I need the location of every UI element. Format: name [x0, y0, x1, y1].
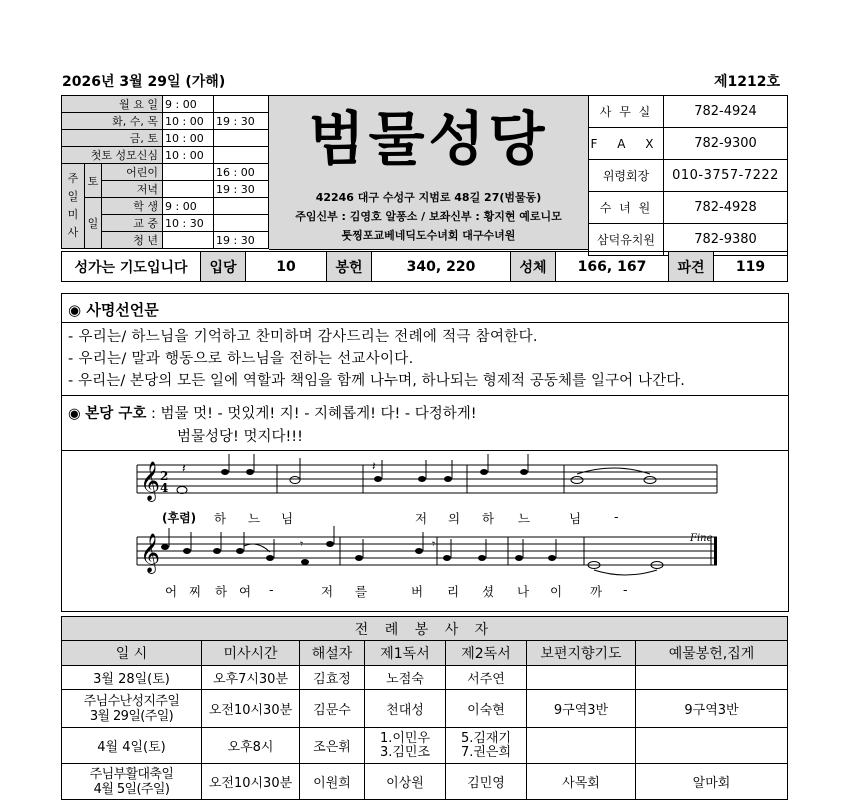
lyric: - — [269, 582, 274, 597]
schedule-time — [163, 232, 214, 249]
contact-row — [589, 192, 788, 224]
schedule-time: 16 : 00 — [214, 164, 269, 181]
table-row — [62, 764, 788, 800]
schedule-time: 19 : 30 — [214, 113, 269, 130]
column-header: 제2독서 — [446, 641, 527, 666]
lyric: 찌 — [189, 584, 202, 599]
bullet-icon: ◉ — [68, 301, 82, 319]
bullet-icon: ◉ — [68, 406, 81, 422]
contact-row — [589, 128, 788, 160]
table-row — [62, 728, 788, 764]
schedule-row — [62, 147, 269, 164]
table-cell: 9구역3반 — [636, 690, 788, 728]
svg-text:2: 2 — [160, 469, 169, 483]
lyric: 님 — [281, 511, 294, 526]
motto-line — [68, 402, 477, 423]
hymn-label: 성체 — [511, 252, 556, 282]
schedule-time: 10 : 00 — [163, 130, 214, 147]
schedule-row — [62, 96, 269, 113]
column-header: 예물봉헌,집게 — [636, 641, 788, 666]
lyric: 리 — [447, 584, 460, 599]
schedule-day: 청 년 — [102, 232, 163, 249]
parish-name: 범물성당 — [308, 105, 549, 173]
lyric: - — [623, 582, 628, 597]
schedule-time: 9 : 00 — [163, 198, 214, 215]
mission-header — [68, 299, 159, 320]
lyric: 셨 — [482, 584, 495, 599]
hymn-value: 10 — [246, 252, 327, 282]
table-cell: 김민영 — [446, 764, 527, 800]
schedule-row — [62, 113, 269, 130]
contact-row — [589, 160, 788, 192]
parish-priests: 주임신부 : 김영호 알퐁소 / 보좌신부 : 황지현 예로니모 — [295, 210, 562, 223]
schedule-time — [214, 215, 269, 232]
schedule-time — [214, 147, 269, 164]
svg-text:𝄞: 𝄞 — [140, 461, 161, 501]
hymn-value: 119 — [714, 252, 788, 282]
hymn-value: 166, 167 — [556, 252, 669, 282]
schedule-time: 9 : 00 — [163, 96, 214, 113]
lyric: 저 — [321, 584, 334, 599]
contact-table — [588, 95, 788, 256]
servers-title: 전 례 봉 사 자 — [62, 617, 788, 641]
schedule-day: 어린이 — [102, 164, 163, 181]
svg-text:𝄞: 𝄞 — [140, 533, 161, 573]
servers-table — [61, 616, 788, 800]
table-cell: 오전10시30분 — [202, 690, 300, 728]
issue-date: 2026년 3월 29일 (가해) — [62, 74, 226, 90]
schedule-day: 금, 토 — [62, 130, 163, 147]
motto-text: : 범물 멋! - 멋있게! 지! - 지혜롭게! 다! - 다정하게! — [150, 406, 477, 422]
lyric: 를 — [355, 584, 368, 599]
parish-sisters: 툿찡포교베네딕도수녀회 대구수녀원 — [341, 229, 516, 242]
lyric: - — [614, 509, 619, 524]
table-cell: 주님부활대축일 4월 5일(주일) — [62, 764, 202, 800]
lyric: 하 — [214, 511, 227, 526]
schedule-time — [163, 181, 214, 198]
contact-row — [589, 96, 788, 128]
schedule-time: 10 : 30 — [163, 215, 214, 232]
table-cell: 조은휘 — [300, 728, 365, 764]
lyric: 이 — [550, 584, 563, 599]
table-cell: 이원희 — [300, 764, 365, 800]
sunday-label: 일 — [85, 198, 102, 249]
column-header: 일 시 — [62, 641, 202, 666]
schedule-day: 학 생 — [102, 198, 163, 215]
table-cell: 이상원 — [365, 764, 446, 800]
contact-label: 삼덕유치원 — [589, 224, 664, 256]
servers-header-row — [62, 641, 788, 666]
svg-text:4: 4 — [160, 481, 169, 495]
motto-title: 본당 구호 — [85, 406, 147, 422]
mission-line: - 우리는/ 본당의 모든 일에 역할과 책임을 함께 나누며, 하나되는 형제적 공동체를 일구어 나간다. — [68, 373, 686, 389]
lyric: 느 — [518, 511, 531, 526]
fine-marking: Fine — [690, 533, 713, 544]
svg-text:𝄽: 𝄽 — [372, 459, 376, 473]
schedule-time — [214, 96, 269, 113]
hymn-value: 340, 220 — [372, 252, 511, 282]
schedule-day: 저녁 — [102, 181, 163, 198]
table-row — [62, 690, 788, 728]
column-header: 보편지향기도 — [527, 641, 636, 666]
refrain-label: (후렴) — [162, 511, 197, 525]
lyric: 느 — [248, 511, 261, 526]
lyric: 어 — [165, 584, 178, 599]
lyric: 하 — [482, 511, 495, 526]
issue-number: 제1212호 — [714, 74, 781, 90]
lyric: 버 — [411, 584, 424, 599]
mission-line: - 우리는/ 말과 행동으로 하느님을 전하는 선교사이다. — [68, 351, 414, 367]
contact-label: 위령회장 — [589, 160, 664, 192]
schedule-row — [62, 164, 269, 181]
contact-number: 782-4928 — [664, 192, 788, 224]
table-cell: 노점숙 — [365, 666, 446, 690]
schedule-time — [214, 198, 269, 215]
svg-text:𝄾: 𝄾 — [432, 537, 436, 551]
hymn-table — [61, 251, 788, 282]
lyric: 까 — [590, 584, 603, 599]
motto-line-2: 범물성당! 멋지다!!! — [177, 429, 303, 445]
lyric: 저 — [415, 511, 428, 526]
table-cell — [527, 666, 636, 690]
hymn-slogan: 성가는 기도입니다 — [62, 252, 201, 282]
schedule-time — [163, 164, 214, 181]
contact-number: 782-4924 — [664, 96, 788, 128]
parish-block — [269, 95, 588, 250]
table-cell: 오전10시30분 — [202, 764, 300, 800]
table-cell — [636, 728, 788, 764]
schedule-time: 10 : 00 — [163, 147, 214, 164]
table-cell: 오후8시 — [202, 728, 300, 764]
table-cell: 사목회 — [527, 764, 636, 800]
schedule-day: 월 요 일 — [62, 96, 163, 113]
table-cell: 오후7시30분 — [202, 666, 300, 690]
table-cell: 주님수난성지주일 3월 29일(주일) — [62, 690, 202, 728]
svg-text:𝄾: 𝄾 — [300, 537, 304, 551]
table-row — [62, 666, 788, 690]
table-cell: 천대성 — [365, 690, 446, 728]
schedule-time: 19 : 30 — [214, 232, 269, 249]
lyric: 나 — [517, 584, 530, 599]
table-cell: 김효정 — [300, 666, 365, 690]
schedule-day: 화, 수, 목 — [62, 113, 163, 130]
contact-number: 010-3757-7222 — [664, 160, 788, 192]
schedule-time — [214, 130, 269, 147]
mission-title-underline — [62, 322, 788, 323]
schedule-row — [62, 130, 269, 147]
schedule-time: 10 : 00 — [163, 113, 214, 130]
mass-schedule-table — [61, 95, 269, 249]
parish-address: 42246 대구 수성구 지범로 48길 27(범물동) — [315, 191, 542, 204]
schedule-row — [62, 198, 269, 215]
lyric: 여 — [239, 584, 252, 599]
schedule-time: 19 : 30 — [214, 181, 269, 198]
lyric: 의 — [448, 511, 461, 526]
table-cell: 4월 4일(토) — [62, 728, 202, 764]
svg-text:𝄽: 𝄽 — [182, 461, 186, 475]
table-cell: 알마회 — [636, 764, 788, 800]
mission-divider — [62, 395, 788, 396]
table-cell: 3월 28일(토) — [62, 666, 202, 690]
saturday-label: 토 — [85, 164, 102, 198]
hymn-label: 봉헌 — [327, 252, 372, 282]
sheet-music — [61, 450, 789, 612]
table-cell: 1.이민우 3.김민조 — [365, 728, 446, 764]
schedule-day: 교 중 — [102, 215, 163, 232]
contact-label: 수 녀 원 — [589, 192, 664, 224]
table-cell: 5.김재기 7.권은희 — [446, 728, 527, 764]
mission-line: - 우리는/ 하느님을 기억하고 찬미하며 감사드리는 전례에 적극 참여한다. — [68, 329, 538, 345]
hymn-label: 입당 — [201, 252, 246, 282]
table-cell — [527, 728, 636, 764]
mission-box — [61, 293, 789, 451]
table-cell: 서주연 — [446, 666, 527, 690]
column-header: 미사시간 — [202, 641, 300, 666]
contact-label: 사 무 실 — [589, 96, 664, 128]
sunday-mass-label: 주일미사 — [62, 164, 85, 249]
contact-number: 782-9380 — [664, 224, 788, 256]
hymn-label: 파견 — [669, 252, 714, 282]
lyric: 하 — [215, 584, 228, 599]
contact-label: F A X — [589, 128, 664, 160]
table-cell — [636, 666, 788, 690]
column-header: 제1독서 — [365, 641, 446, 666]
table-cell: 이숙현 — [446, 690, 527, 728]
table-cell: 9구역3반 — [527, 690, 636, 728]
mission-title: 사명선언문 — [86, 301, 159, 319]
column-header: 해설자 — [300, 641, 365, 666]
lyric: 님 — [569, 511, 582, 526]
table-cell: 김문수 — [300, 690, 365, 728]
contact-number: 782-9300 — [664, 128, 788, 160]
schedule-day: 첫토 성모신심 — [62, 147, 163, 164]
